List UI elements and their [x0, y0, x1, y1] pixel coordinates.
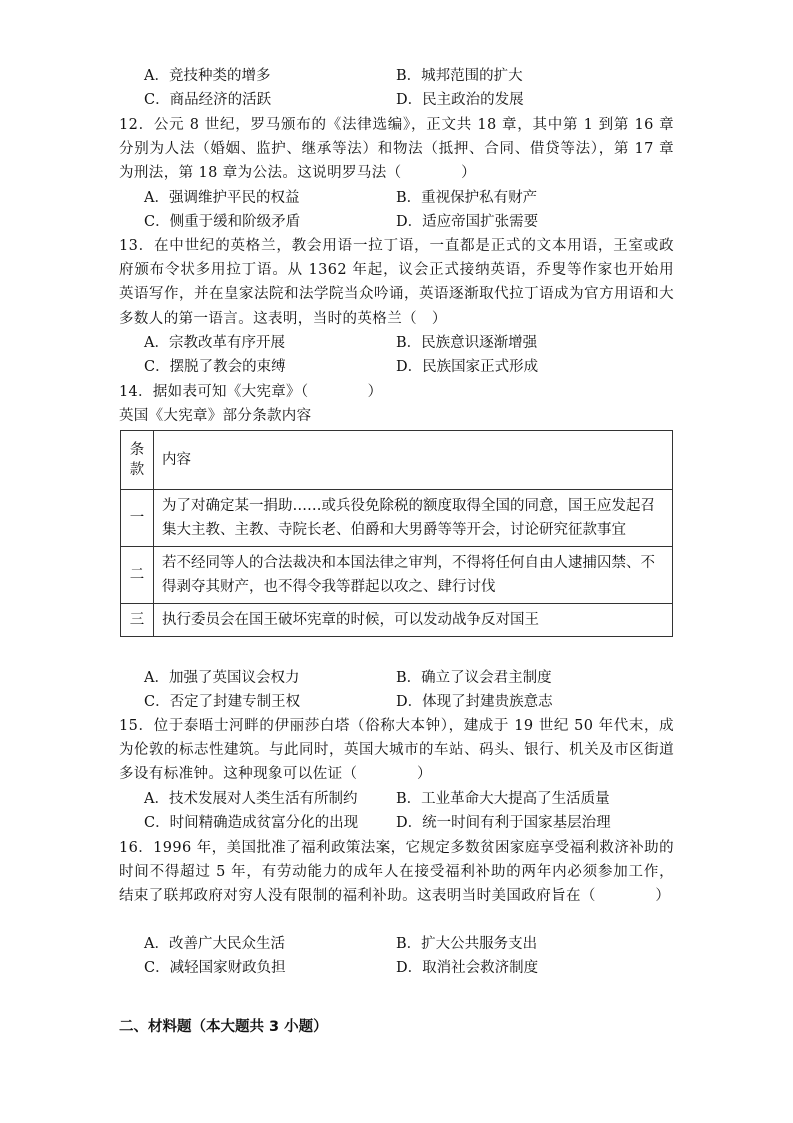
section-2-title: 二、材料题（本大题共 3 小题） [119, 1019, 328, 1035]
q15-option-d[interactable]: D．统一时间有利于国家基层治理 [396, 815, 611, 831]
row-2-content: 若不经同等人的合法裁决和本国法律之审判，不得将任何自由人逮捕囚禁、不得剥夺其财产，也不得令我等群起以攻之、肆行讨伐 [154, 547, 673, 604]
table-row [121, 490, 673, 547]
row-2-num: 二 [121, 547, 154, 604]
q16-option-c[interactable]: C．减轻国家财政负担 [144, 960, 286, 976]
header-clause [121, 431, 154, 490]
q12-option-b[interactable]: B．重视保护私有财产 [396, 190, 538, 206]
q14-stem: 14．据如表可知《大宪章》（ ） [119, 384, 383, 400]
magna-carta-table [120, 430, 673, 637]
q16-option-a[interactable]: A．改善广大民众生活 [144, 936, 285, 952]
q11-option-b[interactable]: B．城邦范围的扩大 [396, 68, 523, 84]
q15-option-a[interactable]: A．技术发展对人类生活有所制约 [144, 791, 358, 807]
q12-stem: 12．公元 8 世纪，罗马颁布的《法律选编》，正文共 18 章，其中第 1 到第 16 章分别为人法（婚姻、监护、继承等法）和物法（抵押、合同、借贷等法），第 17 章为刑法，第 18 章为公法。这说明罗马法（ ） [119, 117, 674, 182]
table-row [121, 547, 673, 604]
row-3-num: 三 [121, 604, 154, 637]
q14-table-title: 英国《大宪章》部分条款内容 [119, 408, 312, 424]
q14-option-d[interactable]: D．体现了封建贵族意志 [396, 694, 553, 710]
q15-stem: 15．位于泰晤士河畔的伊丽莎白塔（俗称大本钟），建成于 19 世纪 50 年代末，成为伦敦的标志性建筑。与此同时，英国大城市的车站、码头、银行、机关及市区街道多设有标准钟。这种现象可以佐证（ ） [119, 718, 674, 783]
q15-option-b[interactable]: B．工业革命大大提高了生活质量 [396, 791, 610, 807]
q14-option-c[interactable]: C．否定了封建专制王权 [144, 694, 301, 710]
row-1-content: 为了对确定某一捐助……或兵役免除税的额度取得全国的同意，国王应发起召集大主教、主教、寺院长老、伯爵和大男爵等等开会，讨论研究征款事宜 [154, 490, 673, 547]
row-3-content: 执行委员会在国王破坏宪章的时候，可以发动战争反对国王 [154, 604, 673, 637]
table-header-row [121, 431, 673, 490]
q14-option-b[interactable]: B．确立了议会君主制度 [396, 670, 552, 686]
header-clause-text: 条款 [129, 442, 145, 478]
q12-option-c[interactable]: C．侧重于缓和阶级矛盾 [144, 214, 301, 230]
q16-option-d[interactable]: D．取消社会救济制度 [396, 960, 539, 976]
q12-option-a[interactable]: A．强调维护平民的权益 [144, 190, 300, 206]
table-row [121, 604, 673, 637]
q13-option-a[interactable]: A．宗教改革有序开展 [144, 335, 285, 351]
q16-option-b[interactable]: B．扩大公共服务支出 [396, 936, 538, 952]
q12-option-d[interactable]: D．适应帝国扩张需要 [396, 214, 539, 230]
q15-option-c[interactable]: C．时间精确造成贫富分化的出现 [144, 815, 359, 831]
q13-stem: 13．在中世纪的英格兰，教会用语一拉丁语，一直都是正式的文本用语，王室或政府颁布令状多用拉丁语。从 1362 年起，议会正式接纳英语，乔叟等作家也开始用英语写作，并在皇家法院和法学院当众吟诵，英语逐渐取代拉丁语成为官方用语和大多数人的第一语言。这表明，当时的英格兰（ ） [119, 238, 674, 327]
header-content: 内容 [154, 431, 673, 490]
q13-option-c[interactable]: C．摆脱了教会的束缚 [144, 359, 286, 375]
q11-option-c[interactable]: C．商品经济的活跃 [144, 92, 272, 108]
q13-option-b[interactable]: B．民族意识逐渐增强 [396, 335, 538, 351]
q16-stem: 16．1996 年，美国批准了福利政策法案，它规定多数贫困家庭享受福利救济补助的时间不得超过 5 年，有劳动能力的成年人在接受福利补助的两年内必须参加工作，结束了联邦政府对穷人没有限制的福利补助。这表明当时美国政府旨在（ ） [119, 840, 674, 905]
q11-option-a[interactable]: A．竞技种类的增多 [144, 68, 271, 84]
q14-option-a[interactable]: A．加强了英国议会权力 [144, 670, 300, 686]
row-1-num: 一 [121, 490, 154, 547]
q13-option-d[interactable]: D．民族国家正式形成 [396, 359, 539, 375]
q11-option-d[interactable]: D．民主政治的发展 [396, 92, 524, 108]
